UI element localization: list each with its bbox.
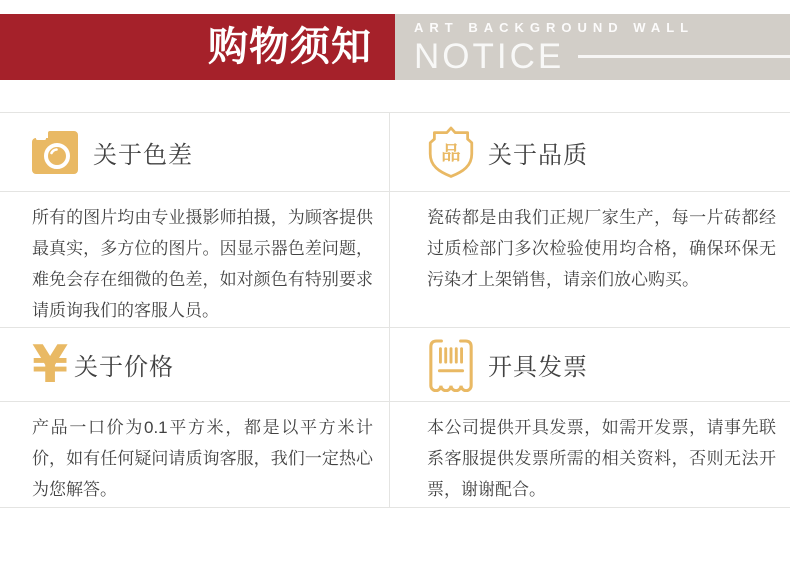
- shield-icon: [427, 123, 475, 181]
- section-title: 开具发票: [488, 354, 588, 381]
- section-title: 关于品质: [488, 141, 588, 169]
- notice-grid: [0, 112, 790, 508]
- banner-title-block: [0, 14, 395, 80]
- section-header-price: [0, 328, 390, 402]
- section-header-quality: [390, 113, 790, 192]
- yuan-glyph: ¥: [32, 334, 69, 395]
- banner-decorative-line: [578, 55, 790, 58]
- section-body-quality: 瓷砖都是由我们正规厂家生产，每一片砖都经过质检部门多次检验使用均合格，确保环保无污染才上架销售，请亲们放心购买。: [390, 192, 790, 328]
- banner-notice-row: [414, 39, 790, 74]
- banner-subtitle-top: ART BACKGROUND WALL: [414, 20, 695, 35]
- section-body-invoice: 本公司提供开具发票，如需开发票，请事先联系客服提供发票所需的相关资料，否则无法开票，谢谢配合。: [427, 418, 776, 499]
- header-banner: [0, 14, 790, 80]
- banner-subtitle-block: [395, 14, 790, 80]
- section-header-color-difference: [0, 113, 390, 192]
- camera-icon: [32, 131, 80, 174]
- section-title: 关于价格: [74, 354, 174, 381]
- section-body-color-difference: 所有的图片均由专业摄影师拍摄，为顾客提供最真实，多方位的图片。因显示器色差问题，难免会存在细微的色差，如对颜色有特别要求请质询我们的客服人员。: [0, 192, 390, 328]
- page-title: 购物须知: [208, 25, 372, 69]
- shield-glyph: 品: [441, 142, 461, 165]
- banner-subtitle-bottom: NOTICE: [414, 37, 565, 76]
- invoice-icon: [427, 338, 475, 392]
- yuan-icon: [32, 334, 69, 395]
- section-body-price: 产品一口价为0.1平方米，都是以平方米计价，如有任何疑问请质询客服，我们一定热心为您解答。: [0, 402, 390, 507]
- section-header-invoice: [390, 328, 790, 402]
- section-title: 关于色差: [93, 141, 193, 169]
- shopping-notice-page: [0, 14, 790, 575]
